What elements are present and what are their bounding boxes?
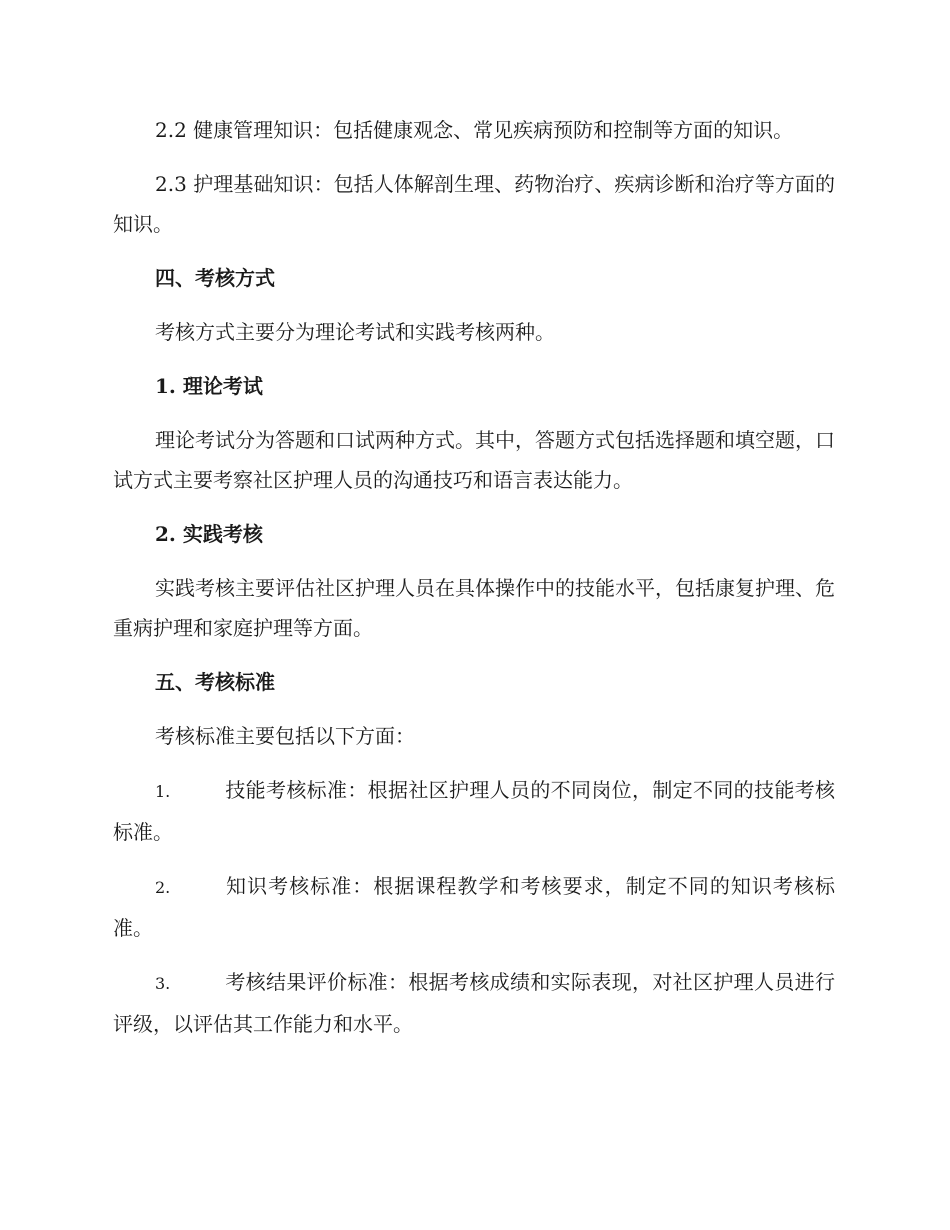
paragraph-practical-assessment: 实践考核主要评估社区护理人员在具体操作中的技能水平，包括康复护理、危重病护理和家庭护理等方面。 [113,576,835,640]
list-item [113,866,835,948]
subheading-practical-assessment: 2. 实践考核 [155,522,263,546]
list-item [113,770,835,852]
paragraph-assessment-overview: 考核方式主要分为理论考试和实践考核两种。 [155,320,555,344]
document-page [113,110,835,1058]
paragraph-theory-exam: 理论考试分为答题和口试两种方式。其中，答题方式包括选择题和填空题，口试方式主要考察社区护理人员的沟通技巧和语言表达能力。 [113,428,835,492]
section-heading-assessment-method: 四、考核方式 [155,266,275,290]
list-item-number: 1. [155,782,171,801]
list-item-text: 技能考核标准：根据社区护理人员的不同岗位，制定不同的技能考核标准。 [113,778,835,844]
list-item-text: 考核结果评价标准：根据考核成绩和实际表现，对社区护理人员进行评级，以评估其工作能力和水平。 [113,970,835,1036]
section-heading-assessment-standards: 五、考核标准 [155,670,275,694]
paragraph-nursing-basics: 2.3 护理基础知识：包括人体解剖生理、药物治疗、疾病诊断和治疗等方面的知识。 [113,172,835,236]
list-item-number: 3. [155,974,171,993]
paragraph-standards-intro: 考核标准主要包括以下方面： [155,724,415,748]
list-item-text: 知识考核标准：根据课程教学和考核要求，制定不同的知识考核标准。 [113,874,835,940]
list-item [113,962,835,1044]
list-item-number: 2. [155,878,171,897]
subheading-theory-exam: 1. 理论考试 [155,374,263,398]
paragraph-health-management: 2.2 健康管理知识：包括健康观念、常见疾病预防和控制等方面的知识。 [155,118,794,142]
